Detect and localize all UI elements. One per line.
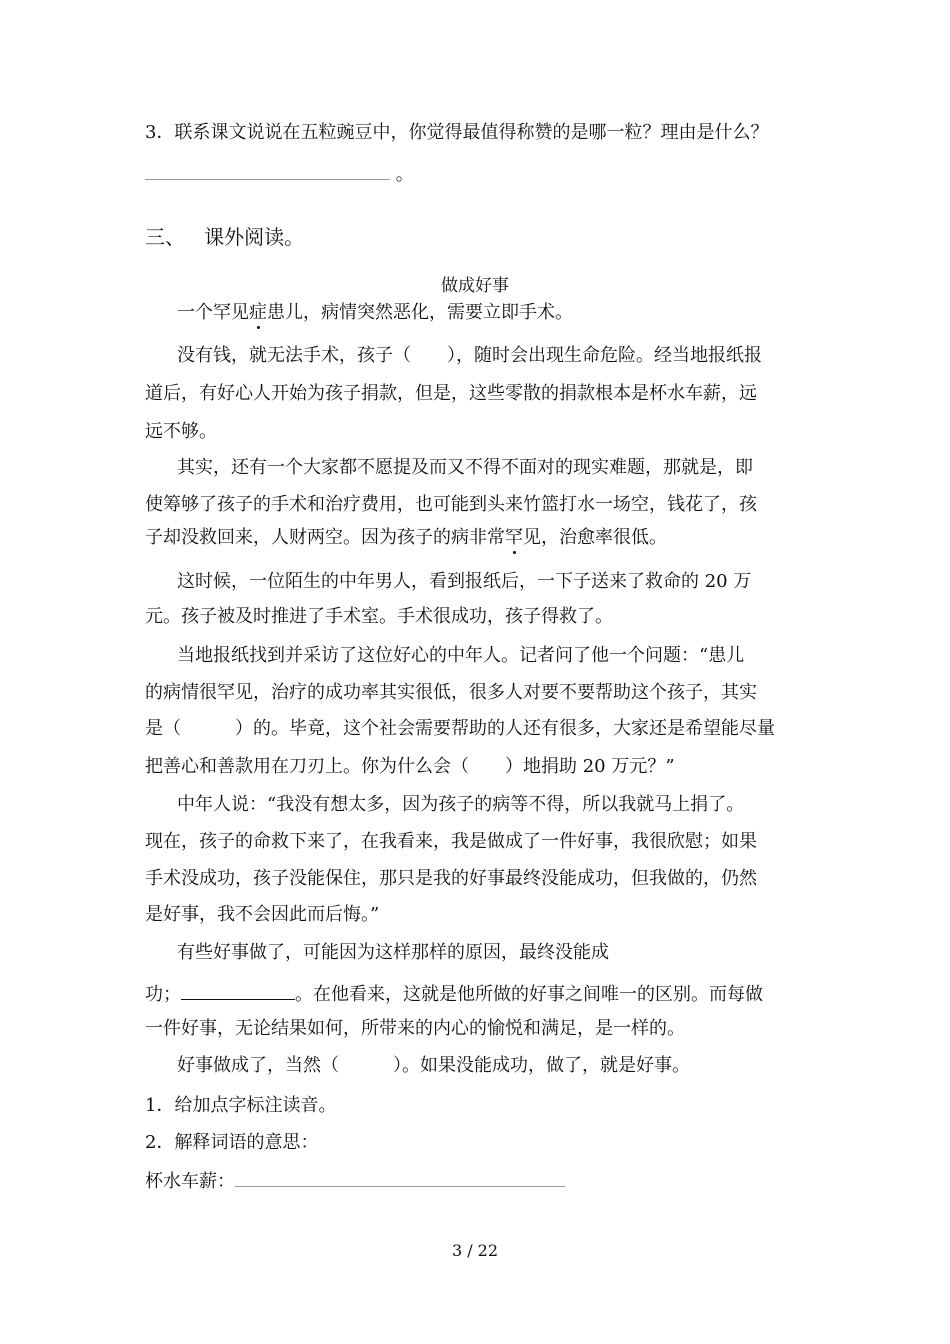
question-3: 3．联系课文说说在五粒豌豆中，你觉得最值得称赞的是哪一粒？理由是什么？ — [145, 122, 769, 143]
text: 功； — [145, 984, 181, 1005]
question-3-answer-line — [145, 161, 414, 187]
question-1: 1．给加点字标注读音。 — [145, 1095, 337, 1116]
story-paragraph-3-line-1: 其实，还有一个大家都不愿提及而又不得不面对的现实难题，那就是，即 — [177, 457, 753, 478]
story-paragraph-3-line-2: 使筹够了孩子的手术和治疗费用，也可能到头来竹篮打水一场空，钱花了，孩 — [145, 494, 757, 515]
story-paragraph-2-line-3: 远不够。 — [145, 421, 217, 442]
story-paragraph-8: 好事做成了，当然（ ）。如果没能成功，做了，就是好事。 — [177, 1055, 690, 1076]
dotted-char: 症 — [249, 302, 267, 323]
dotted-char: 罕 — [505, 527, 523, 548]
page-number: 3 / 22 — [451, 1241, 499, 1260]
story-paragraph-3-line-3 — [145, 526, 667, 550]
story-paragraph-7-line-2 — [145, 981, 763, 1007]
text: 患儿，病情突然恶化，需要立即手术。 — [267, 302, 573, 323]
story-paragraph-6-line-3: 手术没成功，孩子没能保住，那只是我的好事最终没能成功，但我做的，仍然 — [145, 868, 757, 889]
story-paragraph-6-line-1: 中年人说：“我没有想太多，因为孩子的病等不得，所以我就马上捐了。 — [177, 794, 745, 815]
story-paragraph-6-line-4: 是好事，我不会因此而后悔。” — [145, 904, 380, 925]
answer-blank[interactable] — [235, 1168, 565, 1187]
story-paragraph-2-line-2: 道后，有好心人开始为孩子捐款，但是，这些零散的捐款根本是杯水车薪，远 — [145, 383, 757, 404]
question-2: 2．解释词语的意思： — [145, 1132, 319, 1153]
story-paragraph-6-line-2: 现在，孩子的命救下来了，在我看来，我是做成了一件好事，我很欣慰；如果 — [145, 831, 757, 852]
period: 。 — [395, 164, 414, 185]
story-paragraph-2-line-1: 没有钱，就无法手术，孩子（ ），随时会出现生命危险。经当地报纸报 — [177, 345, 762, 366]
question-2-term — [145, 1168, 565, 1194]
text: 子却没救回来，人财两空。因为孩子的病非常 — [145, 527, 505, 548]
story-paragraph-4-line-1: 这时候，一位陌生的中年男人，看到报纸后，一下子送来了救命的 20 万 — [177, 571, 752, 592]
story-paragraph-7-line-1: 有些好事做了，可能因为这样那样的原因，最终没能成 — [177, 942, 609, 963]
story-paragraph-5-line-3: 是（ ）的。毕竟，这个社会需要帮助的人还有很多，大家还是希望能尽量 — [145, 718, 775, 739]
section-number: 三、 — [145, 225, 185, 249]
story-paragraph-5-line-1: 当地报纸找到并采访了这位好心的中年人。记者问了他一个问题：“患儿 — [177, 645, 745, 666]
fill-in-blank[interactable] — [181, 981, 295, 1000]
story-title: 做成好事 — [441, 276, 509, 296]
text: 。在他看来，这就是他所做的好事之间唯一的区别。而每做 — [295, 984, 763, 1005]
answer-blank[interactable] — [145, 161, 390, 180]
text: 见，治愈率很低。 — [523, 527, 667, 548]
story-paragraph-7-line-3: 一件好事，无论结果如何，所带来的内心的愉悦和满足，是一样的。 — [145, 1018, 685, 1039]
section-heading — [145, 225, 304, 249]
story-paragraph-5-line-4: 把善心和善款用在刀刃上。你为什么会（ ）地捐助 20 万元？” — [145, 756, 675, 777]
section-title: 课外阅读。 — [204, 225, 305, 249]
story-paragraph-4-line-2: 元。孩子被及时推进了手术室。手术很成功，孩子得救了。 — [145, 606, 613, 627]
term-label: 杯水车薪： — [145, 1171, 235, 1192]
story-paragraph-1 — [177, 301, 573, 325]
story-paragraph-5-line-2: 的病情很罕见，治疗的成功率其实很低，很多人对要不要帮助这个孩子，其实 — [145, 682, 757, 703]
text: 一个罕见 — [177, 302, 249, 323]
